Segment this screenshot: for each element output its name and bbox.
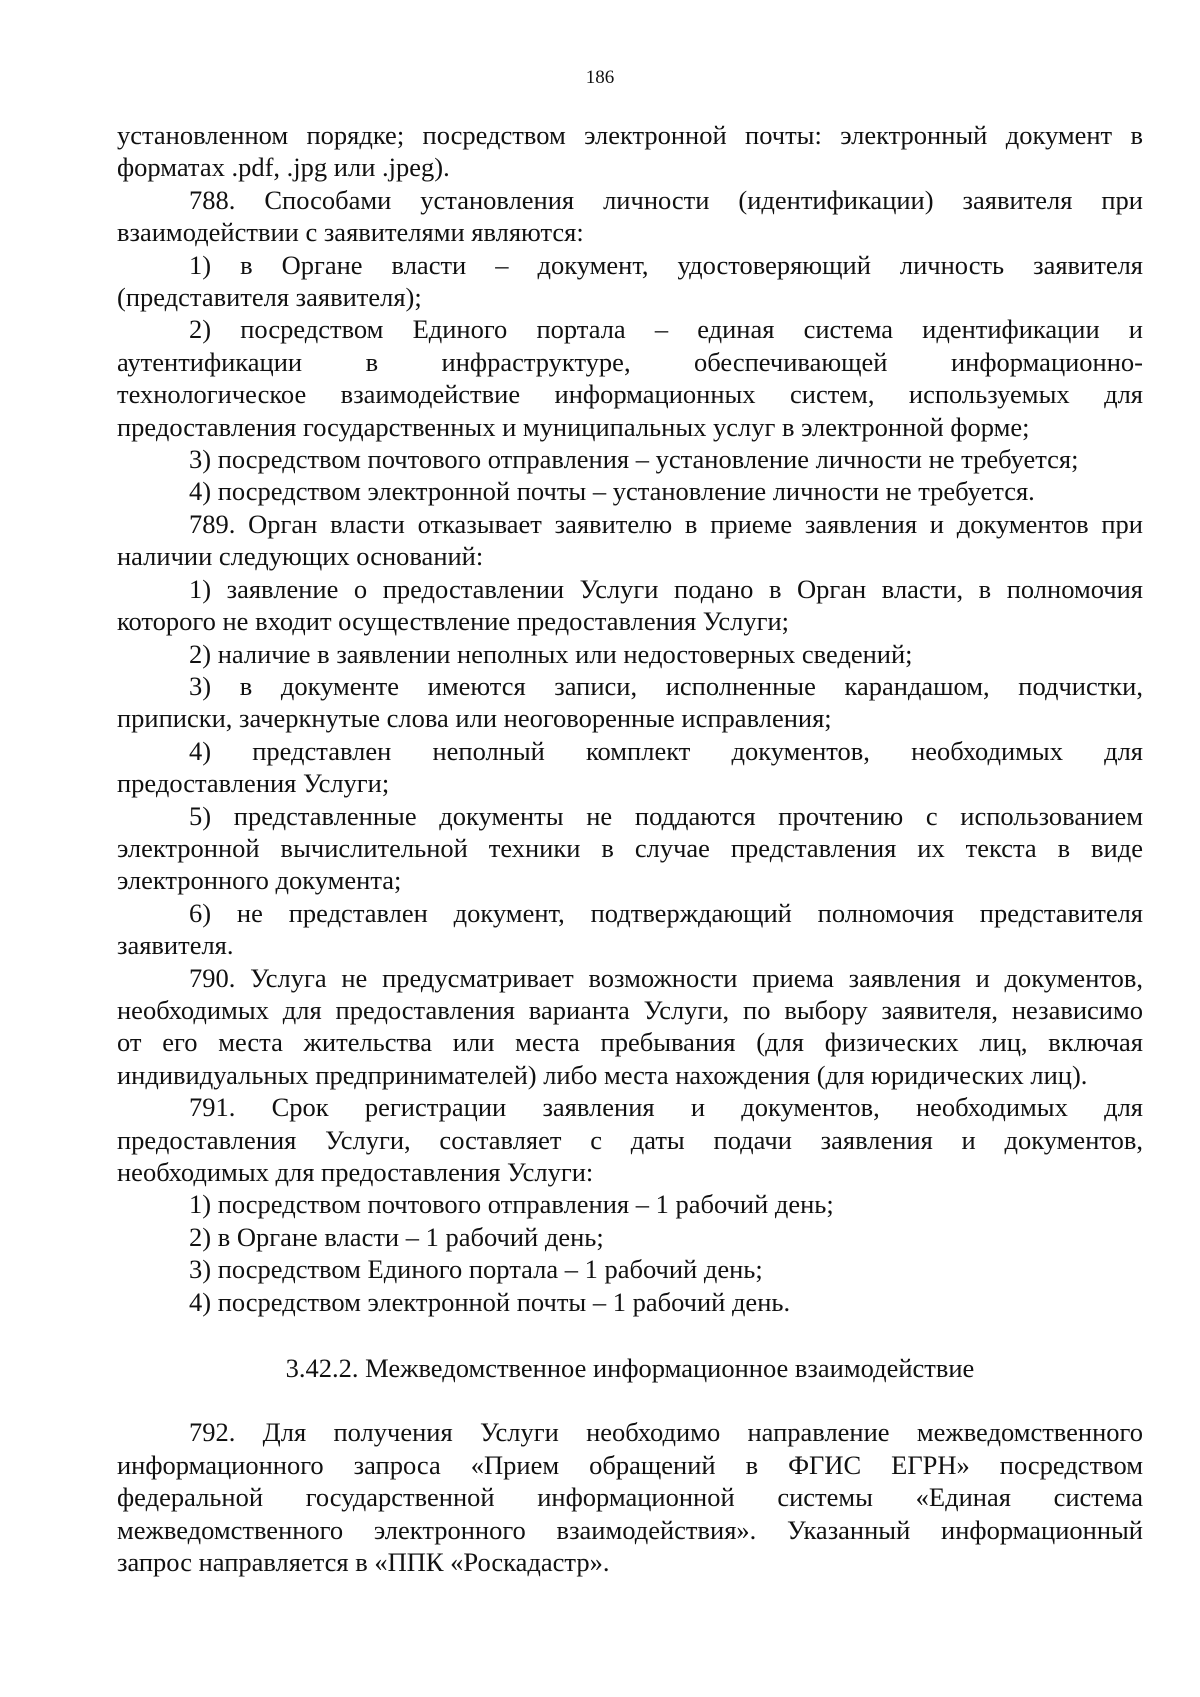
paragraph-line: 4) посредством электронной почты – 1 рабочий день. bbox=[189, 1286, 791, 1317]
paragraph-line: 2) наличие в заявлении неполных или недостоверных сведений; bbox=[189, 638, 913, 669]
paragraph-line: (представителя заявителя); bbox=[117, 282, 422, 313]
page-number: 186 bbox=[585, 67, 615, 88]
paragraph-line: 3) посредством почтового отправления – установление личности не требуется; bbox=[189, 444, 1079, 475]
paragraph-line: 1) посредством почтового отправления – 1 рабочий день; bbox=[189, 1189, 834, 1220]
section-heading: 3.42.2. Межведомственное информационное взаимодействие bbox=[285, 1353, 975, 1384]
paragraph-line: взаимодействии с заявителями являются: bbox=[117, 217, 584, 248]
paragraph-line: 791. Срок регистрации заявления и документов, необходимых для bbox=[189, 1092, 1143, 1123]
paragraph-line: 2) посредством Единого портала – единая система идентификации и bbox=[189, 314, 1143, 345]
paragraph-line: необходимых для предоставления варианта Услуги, по выбору заявителя, независимо bbox=[117, 994, 1143, 1025]
paragraph-line: 2) в Органе власти – 1 рабочий день; bbox=[189, 1221, 604, 1252]
paragraph-line: 1) заявление о предоставлении Услуги подано в Орган власти, в полномочия bbox=[189, 573, 1143, 604]
paragraph-line: технологическое взаимодействие информационных систем, используемых для bbox=[117, 379, 1143, 410]
paragraph-line: установленном порядке; посредством электронной почты: электронный документ в bbox=[117, 120, 1143, 150]
paragraph-line: необходимых для предоставления Услуги: bbox=[117, 1157, 594, 1187]
paragraph-line: 4) представлен неполный комплект документов, необходимых для bbox=[189, 735, 1143, 766]
document-body bbox=[117, 119, 1143, 1578]
paragraph-line: 789. Орган власти отказывает заявителю в приеме заявления и документов при bbox=[189, 508, 1143, 539]
paragraph-line: аутентификации в инфраструктуре, обеспечивающей информационно- bbox=[117, 346, 1143, 377]
paragraph-line: федеральной государственной информационной системы «Единая система bbox=[117, 1482, 1143, 1513]
paragraph-line: 788. Способами установления личности (идентификации) заявителя при bbox=[189, 184, 1143, 215]
paragraph-line: 3) в документе имеются записи, исполненные карандашом, подчистки, bbox=[189, 670, 1143, 701]
paragraph-line: 3) посредством Единого портала – 1 рабочий день; bbox=[189, 1254, 763, 1285]
paragraph-line: предоставления государственных и муниципальных услуг в электронной форме; bbox=[117, 411, 1030, 442]
paragraph-line: межведомственного электронного взаимодействия». Указанный информационный bbox=[117, 1514, 1143, 1545]
paragraph-line: форматах .pdf, .jpg или .jpeg). bbox=[117, 152, 450, 183]
paragraph-line: информационного запроса «Прием обращений в ФГИС ЕГРН» посредством bbox=[117, 1449, 1143, 1480]
paragraph-line: которого не входит осуществление предоставления Услуги; bbox=[117, 606, 790, 637]
paragraph-line: предоставления Услуги; bbox=[117, 768, 390, 799]
paragraph-line: 6) не представлен документ, подтверждающий полномочия представителя bbox=[189, 897, 1143, 928]
paragraph-line: 4) посредством электронной почты – установление личности не требуется. bbox=[189, 476, 1035, 507]
paragraph-line: запрос направляется в «ППК «Роскадастр». bbox=[117, 1547, 610, 1578]
paragraph-list-after-heading bbox=[117, 1416, 1143, 1578]
paragraph-line: заявителя. bbox=[117, 930, 234, 961]
paragraph-line: электронной вычислительной техники в случае представления их текста в виде bbox=[117, 832, 1143, 863]
paragraph-line: предоставления Услуги, составляет с даты подачи заявления и документов, bbox=[117, 1124, 1143, 1155]
paragraph-line: индивидуальных предпринимателей) либо места нахождения (для юридических лиц). bbox=[117, 1059, 1088, 1090]
paragraph-line: 5) представленные документы не поддаются прочтению с использованием bbox=[189, 800, 1143, 831]
paragraph-list bbox=[117, 119, 1143, 1318]
paragraph-line: приписки, зачеркнутые слова или неоговоренные исправления; bbox=[117, 703, 832, 734]
paragraph-line: 792. Для получения Услуги необходимо направление межведомственного bbox=[189, 1417, 1143, 1448]
paragraph-line: 1) в Органе власти – документ, удостоверяющий личность заявителя bbox=[189, 249, 1143, 280]
paragraph-line: электронного документа; bbox=[117, 865, 402, 896]
paragraph-line: наличии следующих оснований: bbox=[117, 541, 484, 572]
paragraph-line: 790. Услуга не предусматривает возможности приема заявления и документов, bbox=[189, 962, 1143, 993]
paragraph-line: от его места жительства или места пребывания (для физических лиц, включая bbox=[117, 1027, 1143, 1058]
